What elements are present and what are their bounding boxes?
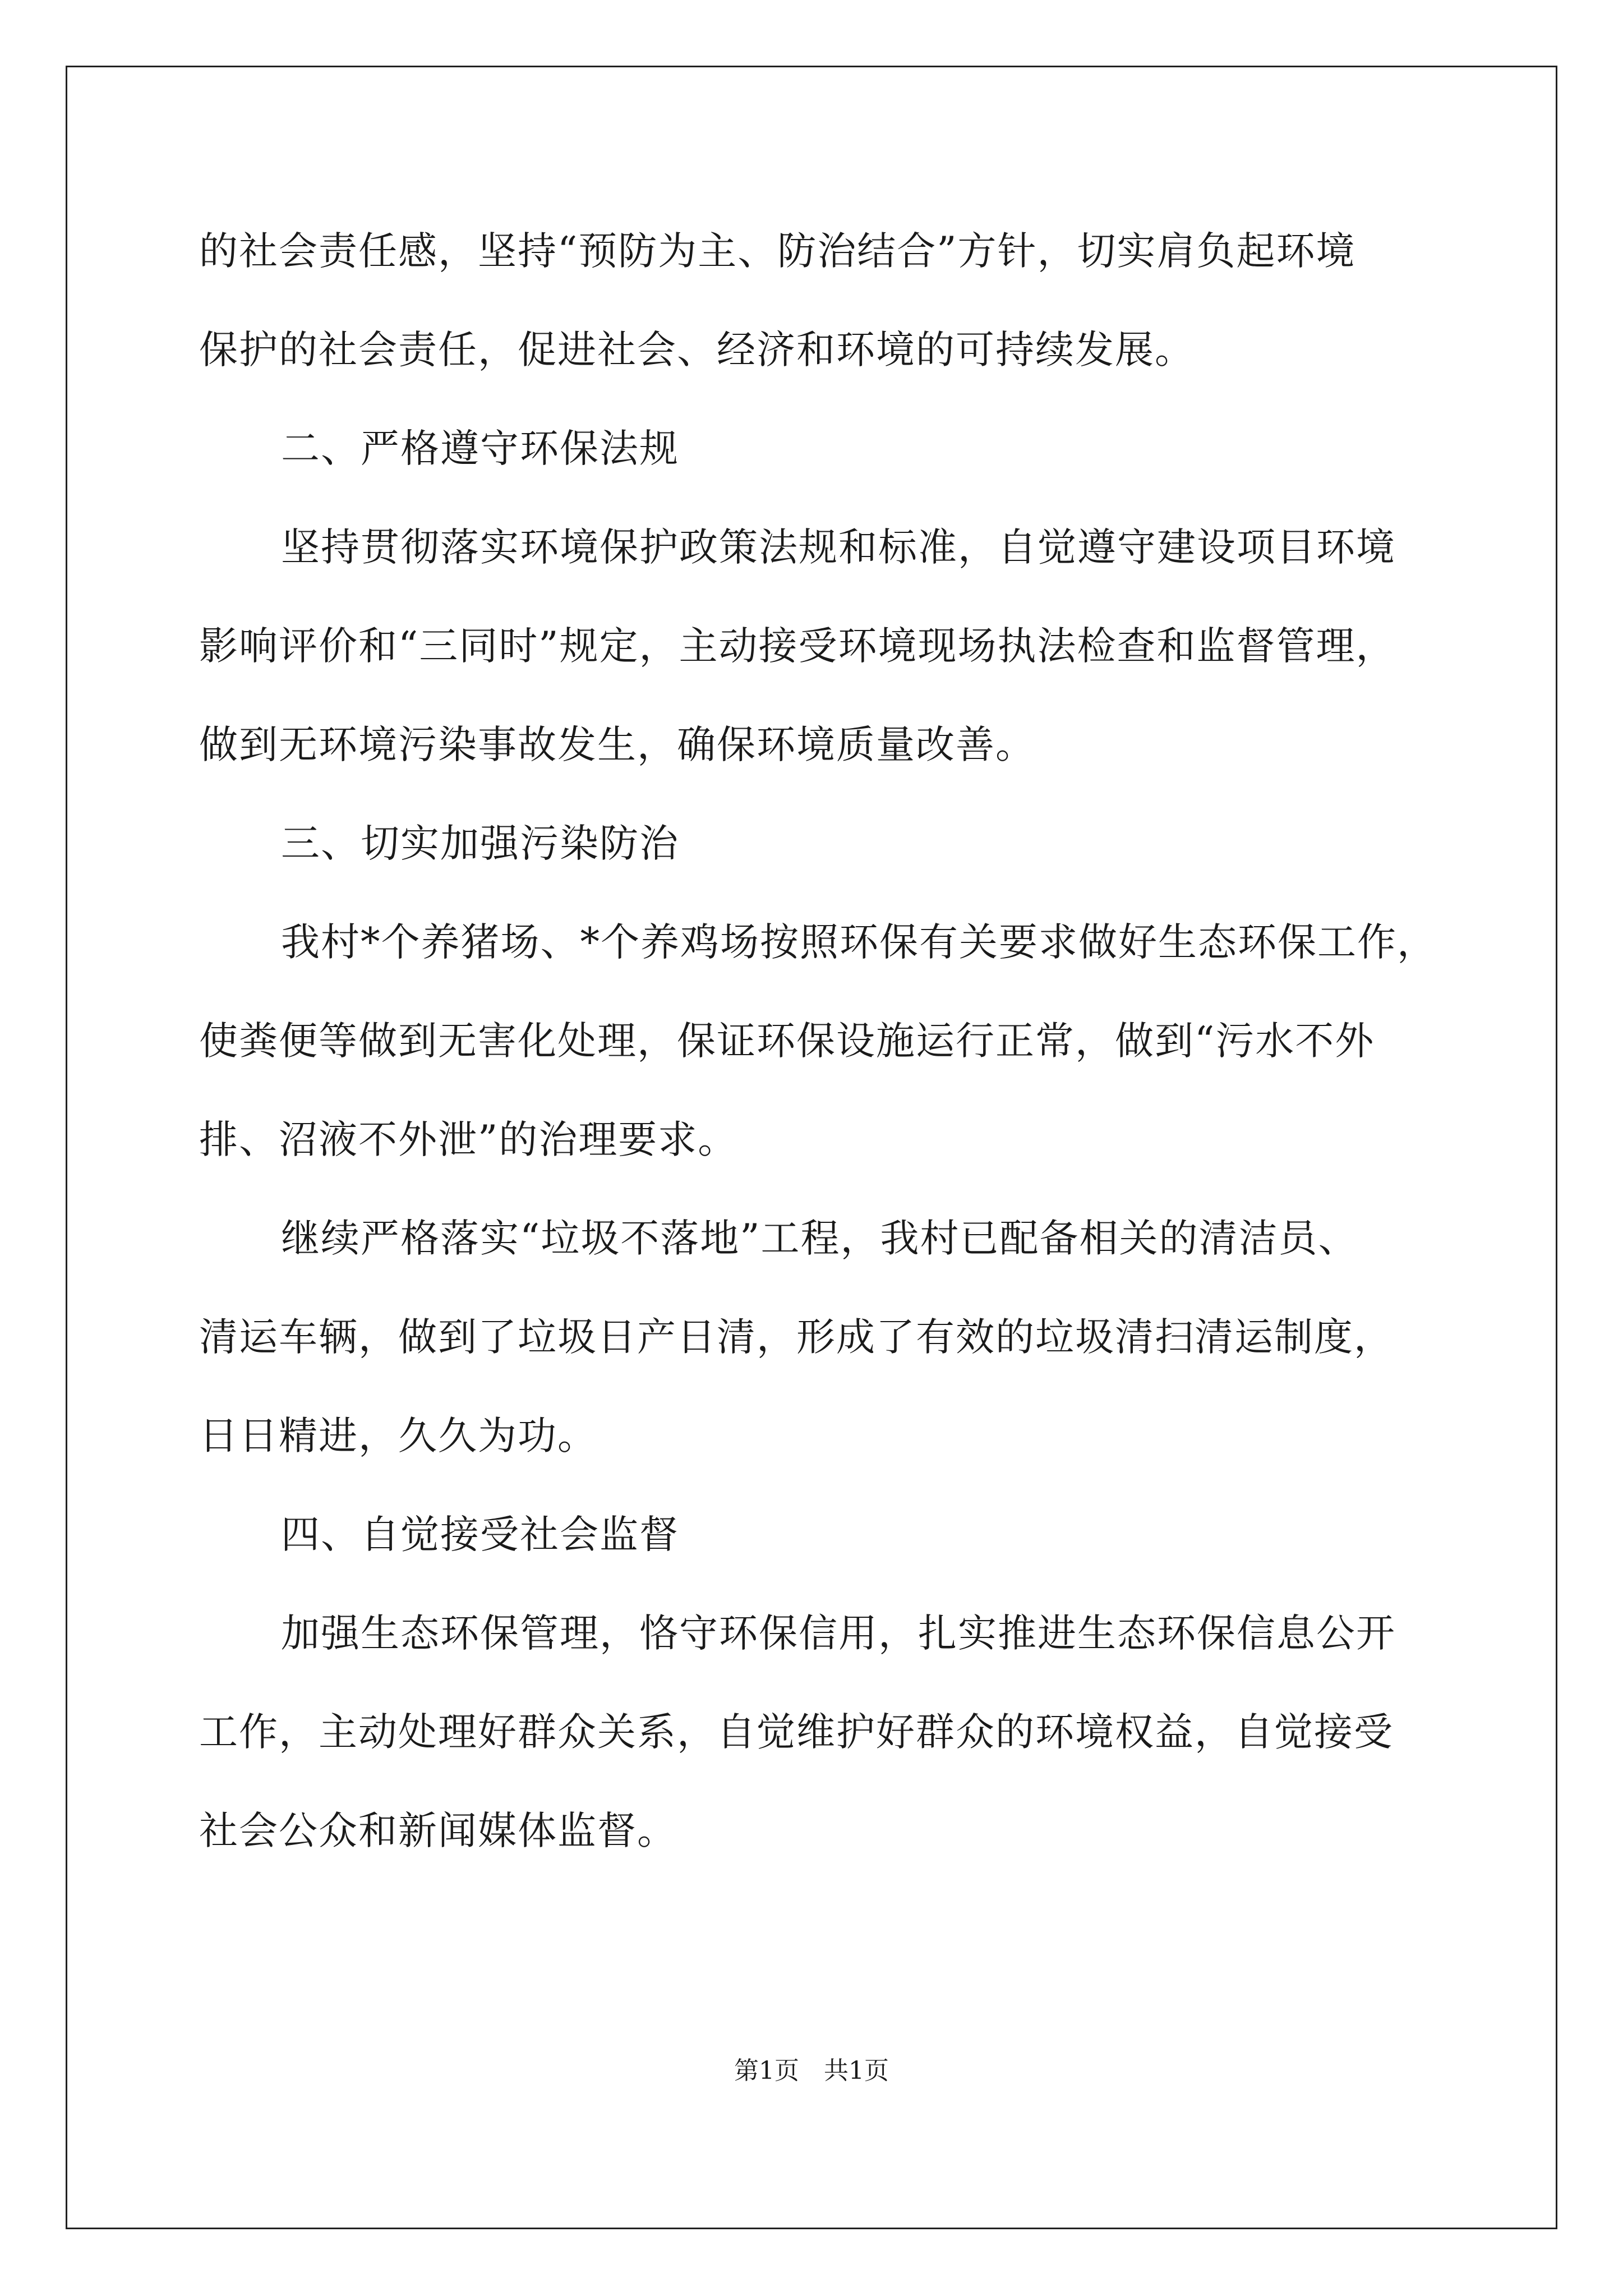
section-heading: 二、严格遵守环保法规 [281, 426, 679, 471]
document-body [199, 202, 1437, 1880]
text-line: 使粪便等做到无害化处理，保证环保设施运行正常，做到“污水不外 [199, 1019, 1375, 1064]
text-line: 社会公众和新闻媒体监督。 [199, 1809, 677, 1853]
text-line: 工作，主动处理好群众关系，自觉维护好群众的环境权益，自觉接受 [199, 1710, 1394, 1755]
text-line: 我村*个养猪场、*个养鸡场按照环保有关要求做好生态环保工作， [281, 920, 1437, 965]
text-line: 做到无环境污染事故发生，确保环境质量改善。 [199, 723, 1035, 767]
text-line: 的社会责任感，坚持“预防为主、防治结合”方针，切实肩负起环境 [199, 229, 1356, 274]
page-number-footer: 第1页 共1页 [734, 2056, 889, 2085]
text-line: 日日精进，久久为功。 [199, 1414, 597, 1458]
text-line: 继续严格落实“垃圾不落地”工程，我村已配备相关的清洁员、 [281, 1216, 1358, 1261]
text-line: 影响评价和“三同时”规定，主动接受环境现场执法检查和监督管理， [199, 624, 1396, 669]
section-heading: 四、自觉接受社会监督 [281, 1512, 679, 1557]
text-line: 加强生态环保管理，恪守环保信用，扎实推进生态环保信息公开 [281, 1611, 1396, 1656]
text-line: 保护的社会责任，促进社会、经济和环境的可持续发展。 [199, 328, 1195, 372]
section-heading: 三、切实加强污染防治 [281, 821, 679, 866]
text-line: 排、沼液不外泄”的治理要求。 [199, 1117, 738, 1162]
text-line: 清运车辆，做到了垃圾日产日清，形成了有效的垃圾清扫清运制度， [199, 1315, 1394, 1360]
text-line: 坚持贯彻落实环境保护政策法规和标准，自觉遵守建设项目环境 [281, 525, 1396, 570]
